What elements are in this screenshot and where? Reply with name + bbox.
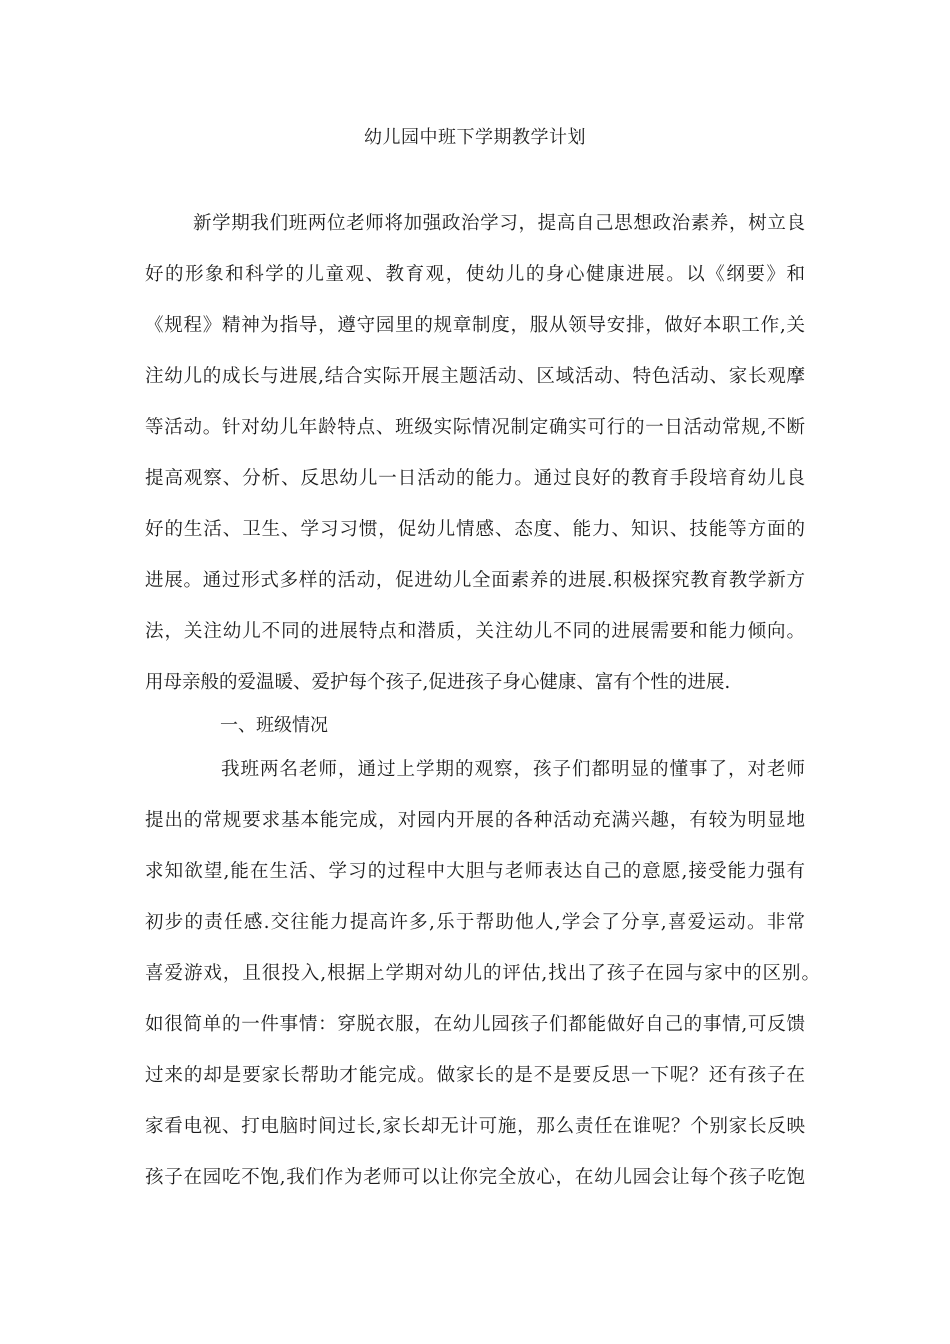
intro-line-5: 等活动。针对幼儿年龄特点、班级实际情况制定确实可行的一日活动常规,不断: [145, 417, 805, 438]
document-title: 幼儿园中班下学期教学计划: [364, 127, 586, 148]
section-line-9: 孩子在园吃不饱,我们作为老师可以让你完全放心，在幼儿园会让每个孩子吃饱: [145, 1167, 805, 1188]
section-line-8: 家看电视、打电脑时间过长,家长却无计可施，那么责任在谁呢？个别家长反映: [145, 1116, 805, 1137]
section-line-5: 喜爱游戏，且很投入,根据上学期对幼儿的评估,找出了孩子在园与家中的区别。: [145, 963, 820, 984]
intro-line-10: 用母亲般的爱温暖、爱护每个孩子,促进孩子身心健康、富有个性的进展.: [145, 672, 731, 693]
intro-line-8: 进展。通过形式多样的活动，促进幼儿全面素养的进展.积极探究教育教学新方: [145, 570, 805, 591]
intro-line-7: 好的生活、卫生、学习习惯，促幼儿情感、态度、能力、知识、技能等方面的: [145, 519, 805, 540]
section-heading: 一、班级情况: [220, 715, 328, 736]
section-line-1: 我班两名老师，通过上学期的观察，孩子们都明显的懂事了，对老师: [221, 759, 805, 780]
section-line-2: 提出的常规要求基本能完成，对园内开展的各种活动充满兴趣，有较为明显地: [145, 810, 805, 831]
section-line-3: 求知欲望,能在生活、学习的过程中大胆与老师表达自己的意愿,接受能力强有: [145, 861, 805, 882]
section-line-4: 初步的责任感.交往能力提高许多,乐于帮助他人,学会了分享,喜爱运动。非常: [145, 912, 805, 933]
intro-line-4: 注幼儿的成长与进展,结合实际开展主题活动、区域活动、特色活动、家长观摩: [145, 366, 805, 387]
intro-line-6: 提高观察、分析、反思幼儿一日活动的能力。通过良好的教育手段培育幼儿良: [145, 468, 805, 489]
section-line-6: 如很简单的一件事情：穿脱衣服，在幼儿园孩子们都能做好自己的事情,可反馈: [145, 1014, 805, 1035]
intro-line-9: 法，关注幼儿不同的进展特点和潜质，关注幼儿不同的进展需要和能力倾向。: [145, 621, 805, 642]
intro-line-3: 《规程》精神为指导，遵守园里的规章制度，服从领导安排，做好本职工作,关: [145, 315, 805, 336]
intro-line-2: 好的形象和科学的儿童观、教育观，使幼儿的身心健康进展。以《纲要》和: [145, 264, 805, 285]
intro-line-1: 新学期我们班两位老师将加强政治学习，提高自己思想政治素养，树立良: [193, 213, 805, 234]
section-line-7: 过来的却是要家长帮助才能完成。做家长的是不是要反思一下呢？还有孩子在: [145, 1065, 805, 1086]
